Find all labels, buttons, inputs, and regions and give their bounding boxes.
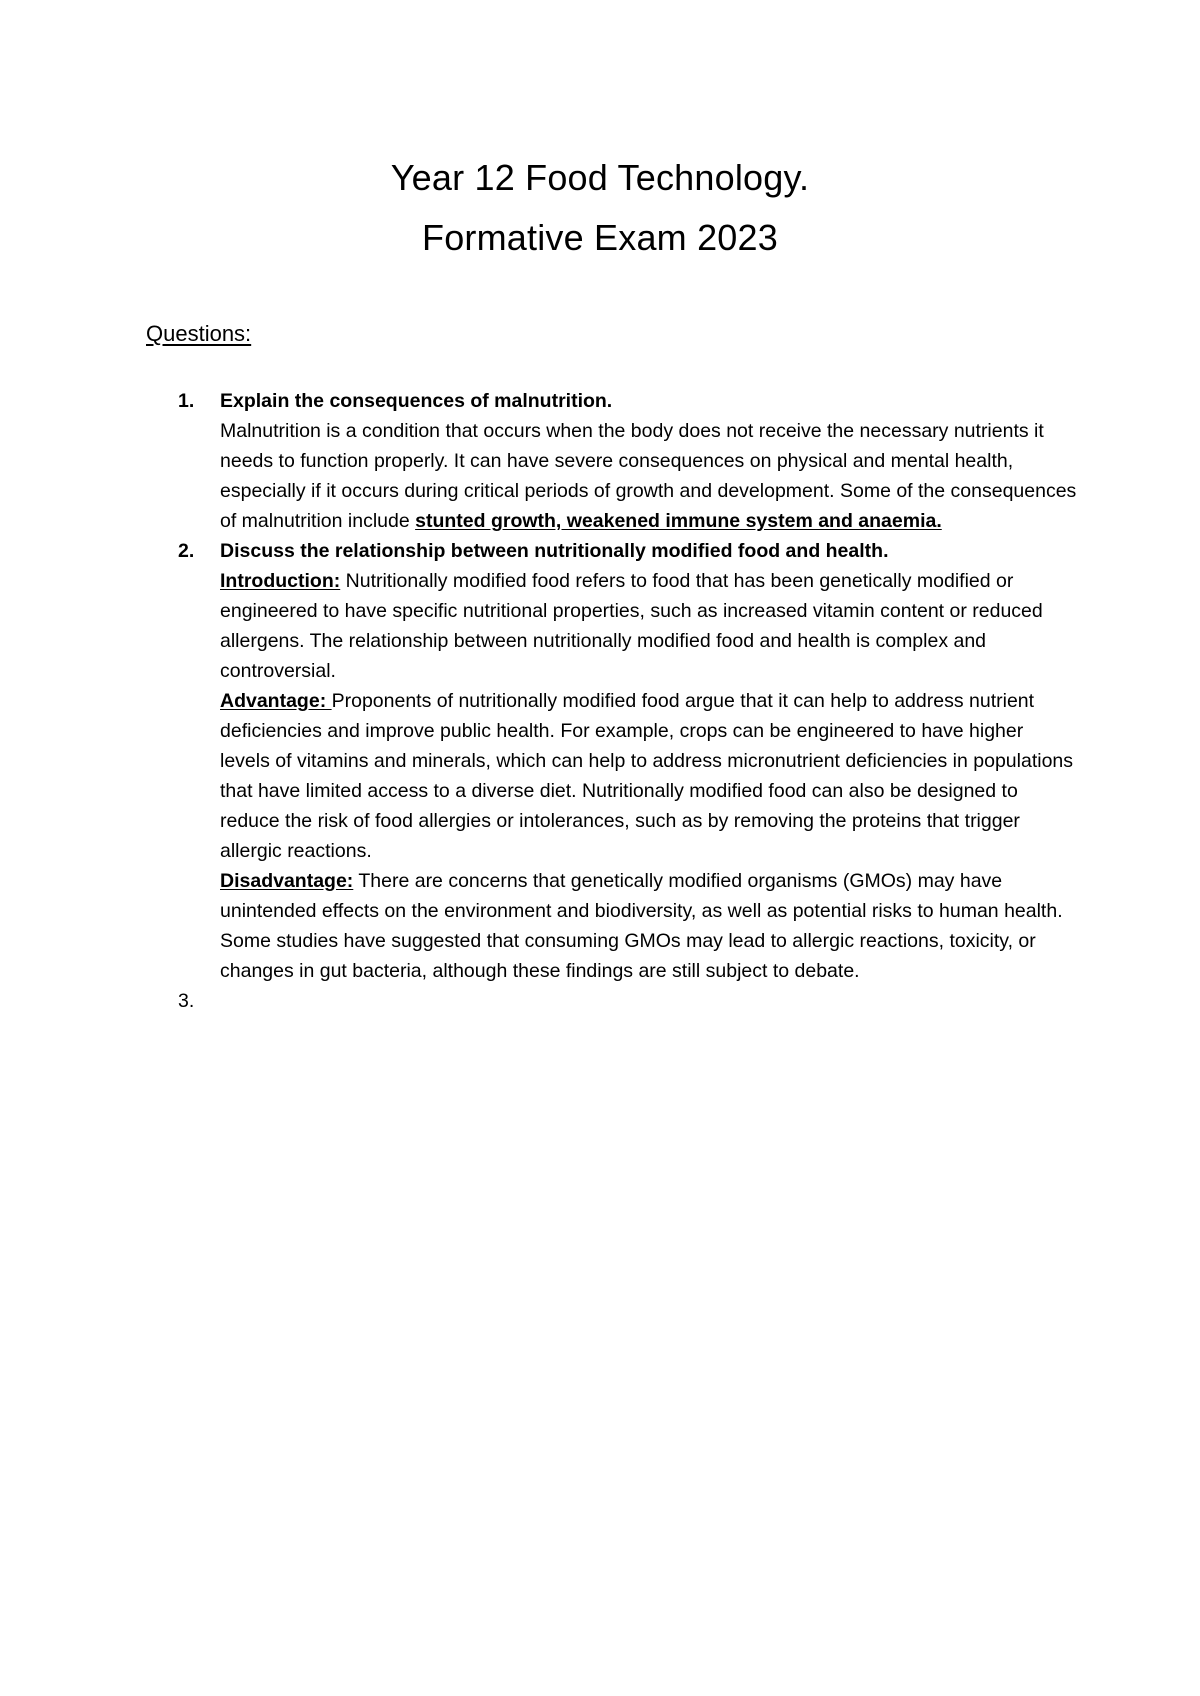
- introduction-paragraph: [220, 566, 1078, 686]
- advantage-label: Advantage:: [220, 690, 332, 712]
- question-3: [178, 986, 1078, 1016]
- disadvantage-paragraph: [220, 866, 1078, 986]
- introduction-label: Introduction:: [220, 570, 341, 592]
- title-line-2: Formative Exam 2023: [422, 217, 778, 258]
- empty-answer: [220, 986, 1078, 1016]
- answer-paragraph: [220, 416, 1078, 536]
- answer-text: Malnutrition is a condition that occurs when the body does not receive the necessary nutrients it needs to function properly. It can have severe consequences on physical and mental health, especially if it occurs during critical periods of growth and development. Some of the consequences of malnutrition include: [220, 420, 1077, 532]
- question-1: [178, 386, 1078, 536]
- question-2: [178, 536, 1078, 986]
- questions-list: [178, 386, 1078, 1016]
- question-number: 3.: [178, 990, 195, 1012]
- questions-heading: Questions:: [146, 321, 252, 346]
- advantage-text: Proponents of nutritionally modified food argue that it can help to address nutrient deficiencies and improve public health. For example, crops can be engineered to have higher levels of vitamins and minerals, which can help to address micronutrient deficiencies in populations that have limited access to a diverse diet. Nutritionally modified food can also be designed to reduce the risk of food allergies or intolerances, such as by removing the proteins that trigger allergic reactions.: [220, 690, 1074, 862]
- question-title: Discuss the relationship between nutritionally modified food and health.: [220, 540, 889, 562]
- disadvantage-label: Disadvantage:: [220, 870, 354, 892]
- disadvantage-text: There are concerns that genetically modified organisms (GMOs) may have unintended effects on the environment and biodiversity, as well as potential risks to human health. Some studies have suggested that consuming GMOs may lead to allergic reactions, toxicity, or changes in gut bacteria, although these findings are still subject to debate.: [220, 870, 1063, 982]
- introduction-text: Nutritionally modified food refers to food that has been genetically modified or engineered to have specific nutritional properties, such as increased vitamin content or reduced allergens. The relationship between nutritionally modified food and health is complex and controversial.: [220, 570, 1043, 682]
- advantage-paragraph: [220, 686, 1078, 866]
- question-number: 2.: [178, 540, 195, 562]
- document-title: [0, 148, 1200, 268]
- answer-emphasis: stunted growth, weakened immune system and anaemia.: [415, 510, 942, 532]
- question-title: Explain the consequences of malnutrition.: [220, 390, 613, 412]
- title-line-1: Year 12 Food Technology.: [390, 157, 810, 198]
- question-number: 1.: [178, 390, 195, 412]
